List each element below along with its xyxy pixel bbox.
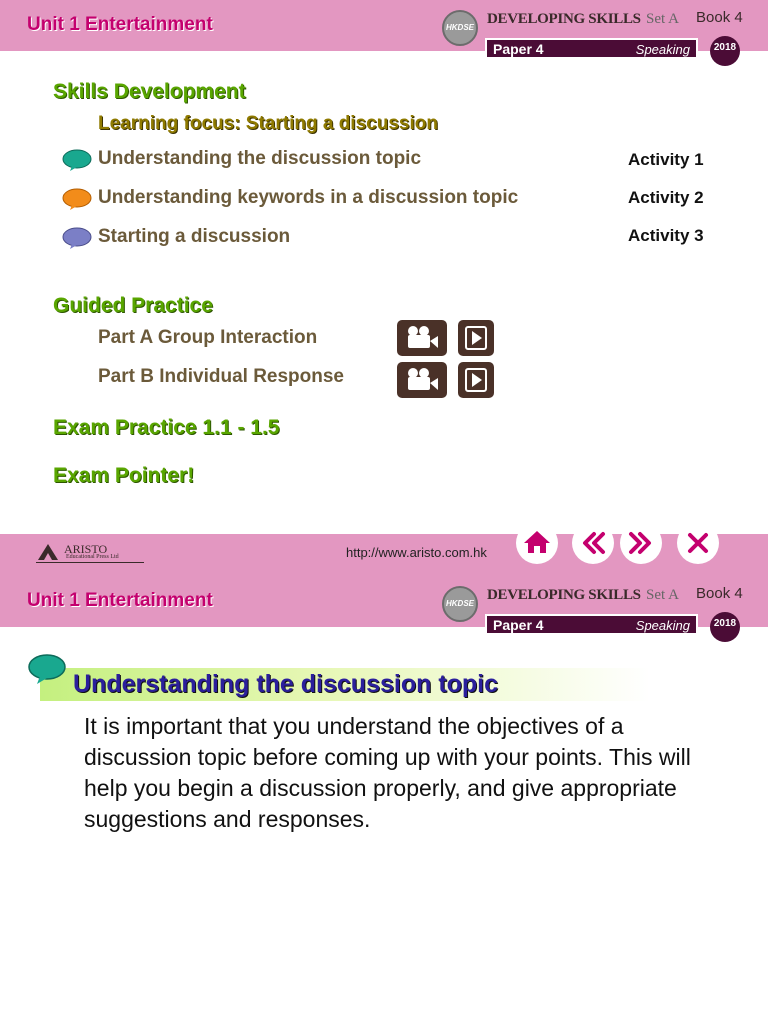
next-button[interactable] [620, 522, 662, 564]
speech-bubble-icon [27, 653, 67, 685]
slide-footer [0, 534, 768, 576]
home-button[interactable] [516, 522, 558, 564]
unit-title: Unit 1 Entertainment [27, 590, 213, 611]
guided-practice-heading[interactable]: Guided Practice [53, 294, 213, 317]
logo-underline [36, 562, 144, 563]
play-button[interactable] [458, 320, 494, 356]
aristo-logo [36, 542, 144, 562]
video-camera-button[interactable] [397, 320, 447, 356]
paper-bar [485, 38, 698, 59]
paper-label: Paper 4 [493, 41, 544, 57]
brand-book: Book 4 [696, 585, 743, 602]
play-button[interactable] [458, 362, 494, 398]
play-icon [458, 320, 494, 356]
slide-understanding-topic [0, 576, 768, 1024]
brand-set: Set A [646, 11, 679, 27]
hkdse-badge-icon: HKDSE [442, 586, 478, 622]
speech-bubble-icon [62, 188, 92, 210]
hkdse-badge-icon: HKDSE [442, 10, 478, 46]
speech-bubble-icon [62, 227, 92, 249]
activity-2-link[interactable]: Activity 2 [628, 188, 704, 207]
section-title: Understanding the discussion topic [73, 670, 499, 698]
speaking-label: Speaking [635, 42, 690, 57]
exam-pointer-link[interactable]: Exam Pointer! [53, 464, 195, 487]
edition-badge: 2018 [710, 36, 740, 66]
website-url[interactable]: http://www.aristo.com.hk [346, 545, 487, 560]
publisher-sub: Educational Press Ltd [66, 554, 119, 560]
unit-title: Unit 1 Entertainment [27, 14, 213, 35]
exam-practice-link[interactable]: Exam Practice 1.1 - 1.5 [53, 416, 280, 439]
play-icon [458, 362, 494, 398]
speaking-label: Speaking [635, 618, 690, 633]
previous-icon [572, 522, 614, 564]
brand-title: DEVELOPING SKILLS [487, 587, 641, 603]
video-camera-button[interactable] [397, 362, 447, 398]
paper-label: Paper 4 [493, 617, 544, 633]
video-camera-icon [397, 362, 447, 398]
paper-bar [485, 614, 698, 635]
speech-bubble-icon [62, 149, 92, 171]
close-button[interactable] [677, 522, 719, 564]
video-camera-icon [397, 320, 447, 356]
slide-header [0, 0, 768, 57]
brand-book: Book 4 [696, 9, 743, 26]
next-icon [620, 522, 662, 564]
close-icon [677, 522, 719, 564]
previous-button[interactable] [572, 522, 614, 564]
skills-heading[interactable]: Skills Development [53, 80, 246, 103]
activity-3-link[interactable]: Activity 3 [628, 226, 704, 245]
home-icon [516, 522, 558, 564]
topic-label: Understanding keywords in a discussion topic [98, 187, 519, 208]
edition-badge: 2018 [710, 612, 740, 642]
topic-label: Understanding the discussion topic [98, 148, 422, 169]
aristo-logo-icon [36, 542, 62, 562]
body-paragraph: It is important that you understand the objectives of a discussion topic before coming up with your points. This will help you begin a discussion properly, and give appropriate suggestions and responses. [84, 713, 691, 832]
slide-header [0, 576, 768, 633]
publisher-name: ARISTO [64, 542, 108, 556]
part-a-label[interactable]: Part A Group Interaction [98, 327, 318, 348]
topic-label: Starting a discussion [98, 226, 291, 247]
activity-1-link[interactable]: Activity 1 [628, 150, 704, 169]
brand-set: Set A [646, 587, 679, 603]
learning-focus: Learning focus: Starting a discussion [98, 113, 438, 134]
part-b-label[interactable]: Part B Individual Response [98, 366, 344, 387]
brand-title: DEVELOPING SKILLS [487, 11, 641, 27]
